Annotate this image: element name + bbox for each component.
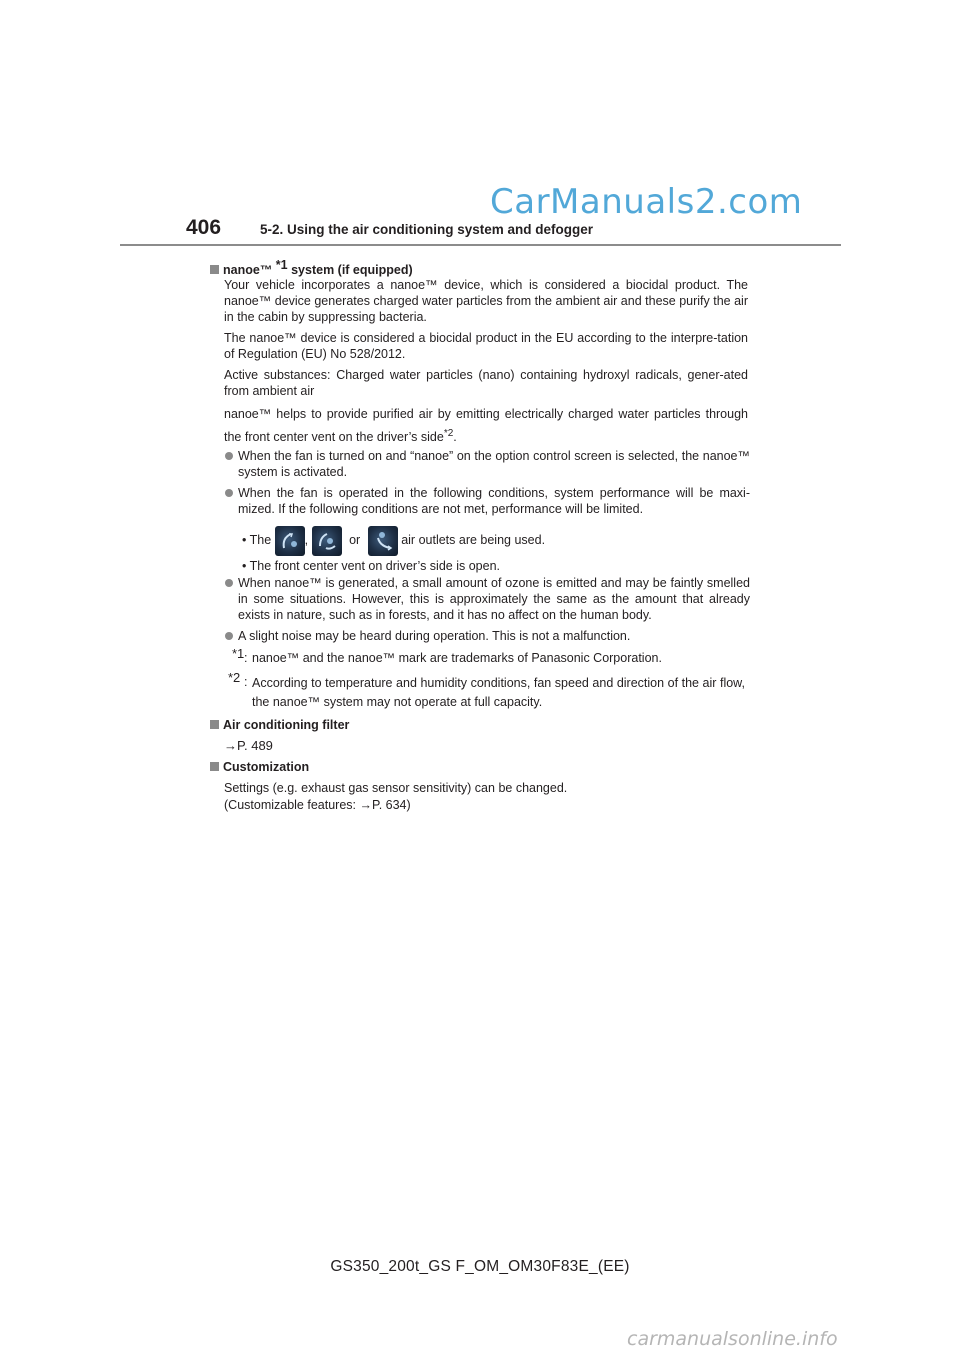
customization-line-1: Settings (e.g. exhaust gas sensor sensitivity) can be changed. bbox=[224, 781, 568, 795]
footnote-1-colon: : bbox=[244, 651, 248, 665]
customization-heading-text: Customization bbox=[223, 760, 310, 774]
upper-lower-air-outlet-icon bbox=[312, 526, 342, 556]
sub-item-comma: , bbox=[304, 533, 309, 547]
sub-item-suffix: air outlets are being used. bbox=[401, 533, 546, 547]
square-bullet-icon bbox=[210, 762, 219, 771]
bullet-dot-icon bbox=[225, 579, 233, 587]
nanoe-bullet-4: A slight noise may be heard during operation. This is not a malfunction. bbox=[238, 629, 631, 643]
upper-air-outlet-icon bbox=[275, 526, 305, 556]
footnote-2: According to temperature and humidity conditions, fan speed and direction of the air flow, the nanoe™ system may not operate at full capacity. bbox=[252, 676, 745, 709]
footnote-1-mark: *1 bbox=[232, 646, 245, 661]
lower-air-outlet-icon bbox=[368, 526, 398, 556]
bullet-dot-icon bbox=[225, 452, 233, 460]
footnote-1: nanoe™ and the nanoe™ mark are trademarks of Panasonic Corporation. bbox=[252, 651, 662, 665]
nanoe-paragraph-1: Your vehicle incorporates a nanoe™ device, which is considered a biocidal product. The nanoe™ device generates charged water particles from the ambient air and these purify the air in the cabin by suppressing bacteria. bbox=[224, 278, 748, 324]
bullet-dot-icon bbox=[225, 632, 233, 640]
footnote-ref-2: *2 bbox=[443, 428, 454, 439]
page-number: 406 bbox=[186, 216, 222, 239]
air-outlet-conditions bbox=[242, 525, 762, 555]
nanoe-bullet-2: When the fan is operated in the following conditions, system performance will be maxi-mized. If the following conditions are not met, performance will be limited. bbox=[238, 486, 750, 516]
nanoe-bullet-1: When the fan is turned on and “nanoe” on the option control screen is selected, the nanoe™ system is activated. bbox=[238, 449, 750, 479]
watermark-carmanualsonline: carmanualsonline.info bbox=[627, 1328, 838, 1350]
footnote-2-mark: *2 bbox=[228, 670, 241, 685]
front-vent-condition: • The front center vent on driver’s side is open. bbox=[242, 559, 500, 573]
footnote-ref-1: *1 bbox=[275, 258, 288, 272]
filter-heading-text: Air conditioning filter bbox=[223, 718, 350, 732]
square-bullet-icon bbox=[210, 720, 219, 729]
section-title: 5-2. Using the air conditioning system and defogger bbox=[260, 222, 594, 237]
footnote-2-colon: : bbox=[244, 675, 248, 689]
sub-item-prefix: • The bbox=[242, 533, 272, 547]
nanoe-heading bbox=[210, 257, 750, 278]
nanoe-paragraph-4 bbox=[224, 405, 748, 447]
nanoe-paragraph-3: Active substances: Charged water particles (nano) containing hydroxyl radicals, gener-ated from ambient air bbox=[224, 368, 748, 398]
nanoe-paragraph-4-text: nanoe™ helps to provide purified air by emitting electrically charged water particles through the front center vent on the driver’s side bbox=[224, 407, 748, 445]
header-divider bbox=[120, 244, 841, 246]
nanoe-heading-suffix: system (if equipped) bbox=[287, 263, 413, 278]
document-code: GS350_200t_GS F_OM_OM30F83E_(EE) bbox=[330, 1258, 630, 1275]
filter-heading bbox=[210, 717, 750, 733]
nanoe-paragraph-4-end: . bbox=[453, 430, 457, 445]
watermark-carmanuals2: CarManuals2.com bbox=[490, 182, 803, 222]
nanoe-bullet-3: When nanoe™ is generated, a small amount of ozone is emitted and may be faintly smelled in some situations. However, this is approximately the same as the amount that already exists in nature, such as in forests, and it has no affect on the human body. bbox=[238, 576, 750, 622]
sub-item-or: or bbox=[349, 533, 361, 547]
nanoe-heading-text: nanoe™ bbox=[223, 263, 276, 278]
customization-page-link[interactable]: (Customizable features: →P. 634) bbox=[224, 798, 411, 812]
nanoe-paragraph-2: The nanoe™ device is considered a biocidal product in the EU according to the interpre-tation of Regulation (EU) No 528/2012. bbox=[224, 331, 748, 361]
square-bullet-icon bbox=[210, 265, 219, 274]
customization-heading bbox=[210, 759, 750, 775]
bullet-dot-icon bbox=[225, 489, 233, 497]
filter-page-link[interactable]: →P. 489 bbox=[224, 738, 273, 753]
